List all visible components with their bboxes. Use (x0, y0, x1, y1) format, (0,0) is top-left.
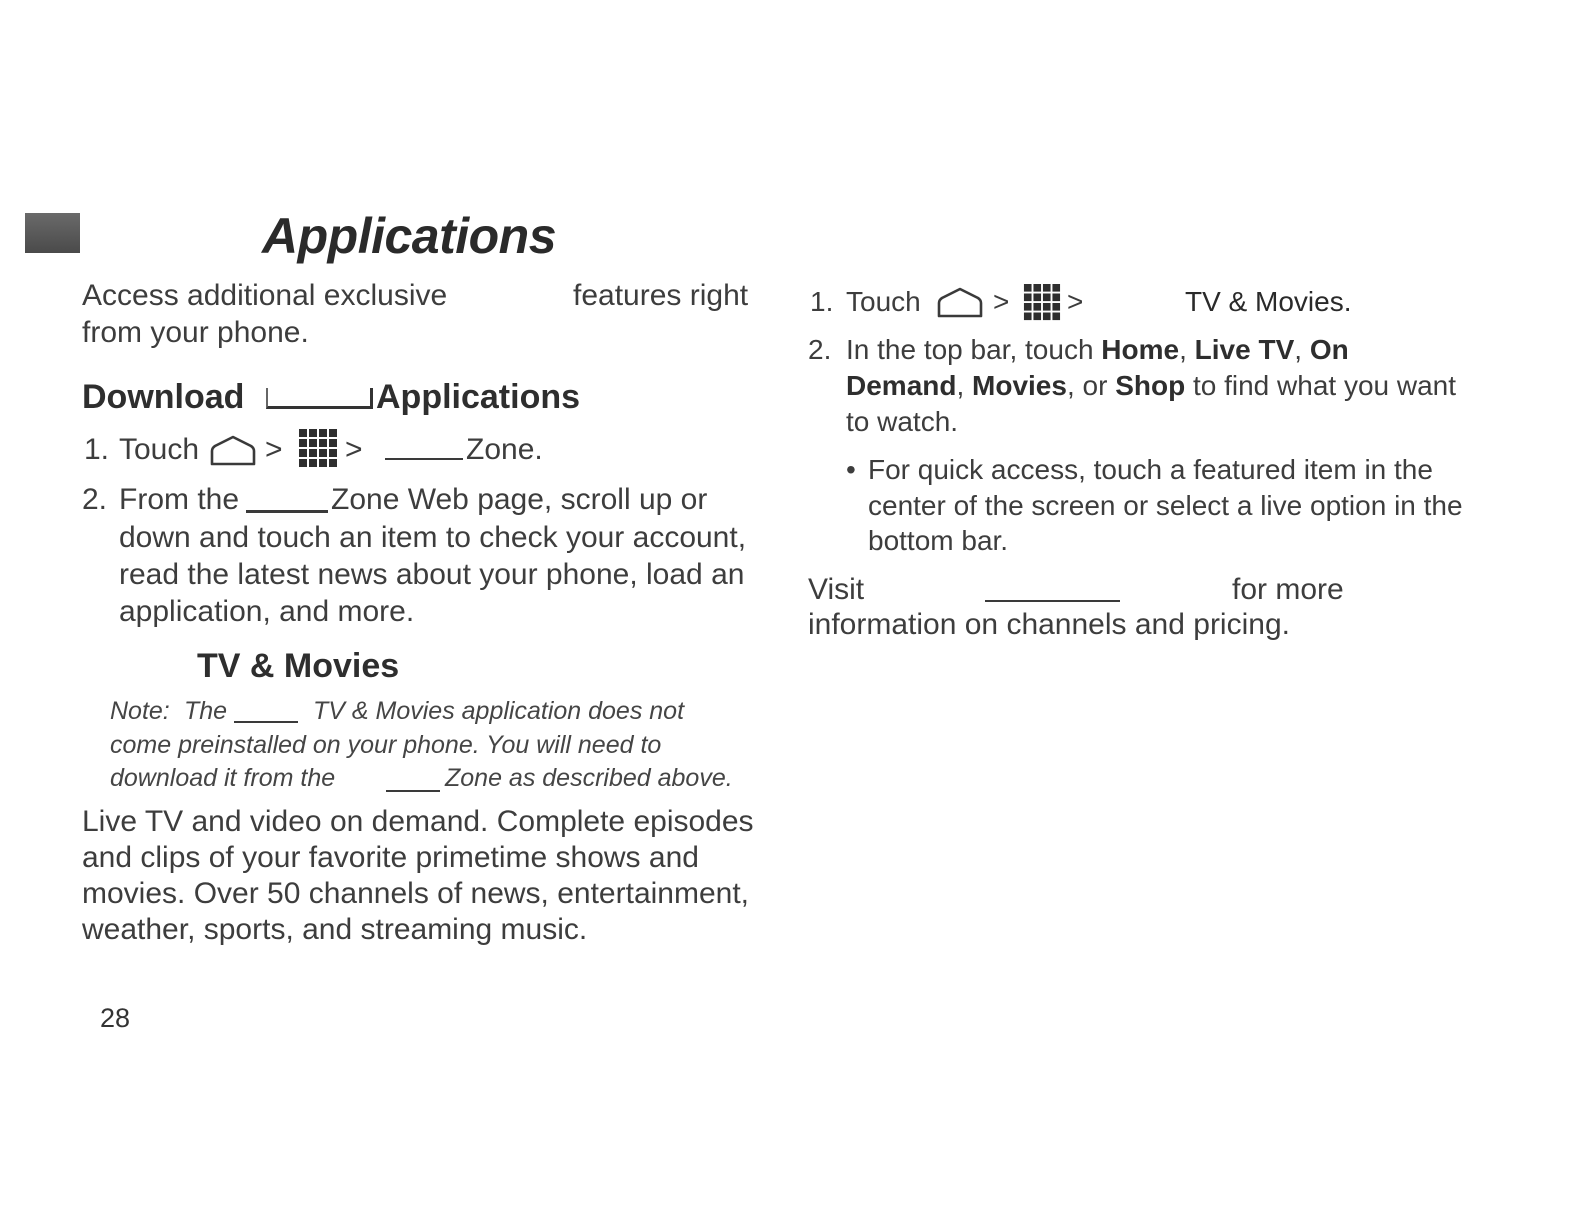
step-text: application, and more. (119, 595, 415, 628)
note-text: TV & Movies application does not (313, 697, 685, 725)
tab-name-movies: Movies (972, 370, 1067, 401)
step-text: Zone. (466, 433, 543, 466)
apps-grid-icon (298, 428, 338, 470)
step-text: Touch (846, 286, 921, 317)
menu-separator: > (265, 433, 283, 466)
step-text: From the (119, 483, 240, 516)
tab-name-home: Home (1101, 334, 1180, 365)
intro-text: features right (573, 279, 749, 312)
step-text: TV & Movies. (1185, 286, 1352, 317)
home-icon (934, 286, 986, 320)
redaction-blank (385, 458, 463, 460)
step-text-segment: In the top bar, touch (846, 334, 1102, 365)
step-text-segment: , (1294, 334, 1310, 365)
menu-separator: > (993, 286, 1010, 317)
redaction-blank (246, 510, 328, 513)
bullet-text: center of the screen or select a live option in the (868, 490, 1463, 521)
tv-movies-heading: TV & Movies (197, 647, 400, 685)
note-text: The (184, 697, 228, 725)
bullet-mark: • (846, 454, 856, 485)
note-text: Zone as described above. (445, 764, 733, 792)
step-text-segment: , (1179, 334, 1195, 365)
step-text: read the latest news about your phone, load an (119, 558, 745, 591)
note-text: download it from the (110, 764, 336, 792)
tab-name-shop: Shop (1115, 370, 1186, 401)
apps-grid-icon (1023, 283, 1061, 323)
step-number: 1. (810, 286, 834, 317)
visit-text: information on channels and pricing. (808, 608, 1290, 641)
description-line: movies. Over 50 channels of news, entertainment, (82, 877, 750, 910)
step-text (846, 333, 1349, 367)
step-number: 2. (808, 334, 832, 365)
step-text: Zone Web page, scroll up or (331, 483, 708, 516)
download-heading: Applications (376, 378, 581, 416)
bullet-text: For quick access, touch a featured item in the (868, 454, 1433, 485)
menu-separator: > (1067, 286, 1084, 317)
intro-text: from your phone. (82, 316, 309, 349)
intro-text: Access additional exclusive (82, 279, 448, 312)
step-text: to watch. (846, 406, 959, 437)
note-text: come preinstalled on your phone. You will need to (110, 731, 662, 759)
description-line: Live TV and video on demand. Complete episodes (82, 805, 754, 838)
step-text: down and touch an item to check your account, (119, 521, 747, 554)
description-line: and clips of your favorite primetime shows and (82, 841, 699, 874)
redaction-blank (386, 790, 440, 792)
tab-name-on-demand: On (1309, 334, 1349, 365)
step-text-segment: , (956, 370, 973, 401)
menu-separator: > (345, 433, 363, 466)
section-marker (25, 213, 80, 253)
tab-name-live-tv: Live TV (1194, 334, 1295, 365)
note-label: Note: (110, 697, 170, 725)
redaction-blank (234, 721, 298, 723)
redaction-bracket (266, 388, 373, 409)
step-text-segment: , or (1066, 370, 1116, 401)
tab-name-on-demand: Demand (846, 370, 957, 401)
redaction-blank (985, 600, 1120, 602)
step-number: 2. (82, 483, 108, 516)
step-text: Touch (119, 433, 200, 466)
description-line: weather, sports, and streaming music. (82, 913, 588, 946)
step-text (846, 369, 1456, 403)
visit-text: Visit (808, 573, 865, 606)
step-text-segment: to find what you want (1185, 370, 1457, 401)
step-number: 1. (84, 433, 110, 466)
page-number: 28 (100, 1003, 131, 1033)
visit-text: for more (1232, 573, 1344, 606)
section-title: Applications (262, 208, 557, 264)
home-icon (207, 434, 259, 468)
bullet-text: bottom bar. (868, 525, 1009, 556)
download-heading: Download (82, 378, 245, 416)
